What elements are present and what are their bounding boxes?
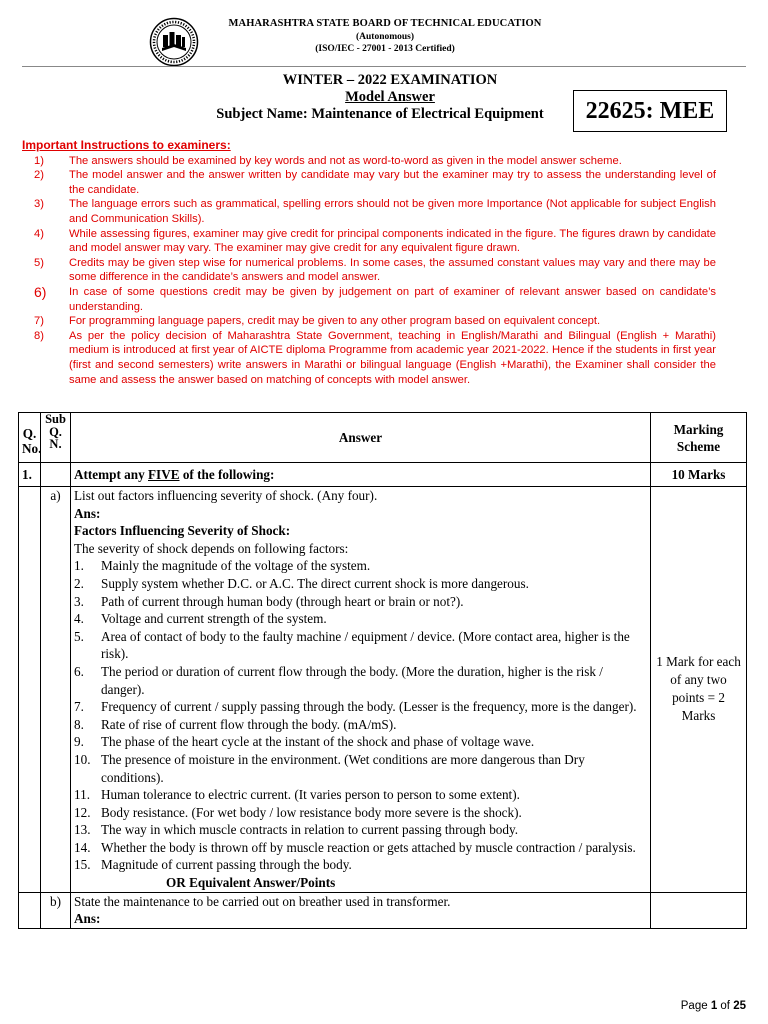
answer-cell xyxy=(71,487,651,893)
instruction-item xyxy=(22,314,716,329)
list-number: 15. xyxy=(74,857,91,873)
list-number: 5. xyxy=(74,628,84,644)
subject-name: Subject Name: Maintenance of Electrical Equipment xyxy=(216,106,544,122)
answer-label: Ans: xyxy=(74,505,101,521)
instruction-number: 5) xyxy=(34,256,44,269)
instruction-item xyxy=(22,197,716,226)
instruction-text: Credits may be given step wise for numerical problems. In some cases, the assumed constant values may vary and there may be some difference in the candidate’s answers and model answer. xyxy=(69,256,716,284)
header-marking-scheme: Marking Scheme xyxy=(651,413,747,463)
instruction-text: As per the policy decision of Maharashtra State Government, teaching in English/Marathi and Bilingual (English + Marathi) medium is introduced at first year of AICTE diploma Programme from academic year 2021-2022. Hence if the students in first year (first and second semesters) write answers in Marathi or bilingual language (English +Marathi), the Examiner shall consider the same and assess the answer based on matching of concepts with model answer. xyxy=(69,329,716,386)
list-number: 6. xyxy=(74,663,84,679)
sub-question-label: a) xyxy=(41,487,71,893)
list-text: Area of contact of body to the faulty machine / equipment / device. (More contact area, higher is the risk). xyxy=(101,628,630,662)
page-total: 25 xyxy=(733,1000,746,1012)
list-text: The phase of the heart cycle at the instant of the shock and phase of voltage wave. xyxy=(101,734,535,750)
instruction-text: The model answer and the answer written by candidate may vary but the examiner may try to assess the understanding level of the candidate. xyxy=(69,169,716,196)
list-item xyxy=(74,663,647,698)
list-text: Magnitude of current passing through the body. xyxy=(101,857,352,873)
question-number: 1. xyxy=(19,463,41,487)
instruction-number: 4) xyxy=(34,227,44,240)
list-item xyxy=(74,575,647,593)
instruction-text: While assessing figures, examiner may give credit for principal components indicated in the figure. The figures drawn by candidate and model answer may vary. The examiner may give credit for any equivalent figure drawn. xyxy=(69,227,716,255)
list-number: 9. xyxy=(74,734,84,750)
page-of: of xyxy=(717,1000,734,1012)
instruction-number: 2) xyxy=(34,169,44,182)
instructions-title: Important Instructions to examiners: xyxy=(22,138,231,152)
list-item xyxy=(74,839,647,857)
marking-scheme-empty xyxy=(651,892,747,928)
list-text: Body resistance. (For wet body / low resistance body more severe is the shock). xyxy=(101,804,522,820)
question-number-empty xyxy=(19,892,41,928)
list-text: Human tolerance to electric current. (It varies person to person to some extent). xyxy=(101,787,520,803)
list-text: Supply system whether D.C. or A.C. The direct current shock is more dangerous. xyxy=(101,575,529,591)
question-marks: 10 Marks xyxy=(651,463,747,487)
list-item xyxy=(74,593,647,611)
instruction-item xyxy=(22,227,716,256)
board-certification: (ISO/IEC - 27001 - 2013 Certified) xyxy=(315,44,455,54)
list-text: Rate of rise of current flow through the body. (mA/mS). xyxy=(101,716,397,732)
sub-question-text: List out factors influencing severity of shock. (Any four). xyxy=(74,488,378,503)
instruction-number: 3) xyxy=(34,198,44,211)
list-number: 1. xyxy=(74,558,84,574)
header-answer: Answer xyxy=(71,413,651,463)
answer-intro: The severity of shock depends on following factors: xyxy=(74,540,349,556)
list-number: 11. xyxy=(74,787,90,803)
header-q-no: Q. No. xyxy=(19,413,41,463)
list-text: Frequency of current / supply passing through the body. (Lesser is the frequency, more is the danger). xyxy=(101,699,637,715)
table-row xyxy=(19,463,747,487)
instruction-item xyxy=(22,329,716,387)
page-number xyxy=(681,1000,746,1012)
list-text: Mainly the magnitude of the voltage of the system. xyxy=(101,558,371,574)
equivalent-answer-note: OR Equivalent Answer/Points xyxy=(166,875,336,891)
list-item xyxy=(74,557,647,575)
board-autonomous: (Autonomous) xyxy=(355,32,415,42)
instruction-number: 6) xyxy=(34,283,47,300)
header-sub-q-no: Sub Q. N. xyxy=(41,413,71,463)
table-row xyxy=(19,487,747,893)
marking-scheme-text: 1 Mark for each of any two points = 2 Marks xyxy=(651,487,747,893)
page-current: 1 xyxy=(710,1000,718,1012)
list-text: Voltage and current strength of the system. xyxy=(101,611,327,627)
table-header-row xyxy=(19,413,747,463)
answer-heading: Factors Influencing Severity of Shock: xyxy=(74,523,291,539)
instruction-text: The answers should be examined by key words and not as word-to-word as given in the model answer scheme. xyxy=(69,154,622,167)
instruction-number: 1) xyxy=(34,154,44,167)
list-item xyxy=(74,628,647,663)
list-item xyxy=(74,821,647,839)
list-text: The period or duration of current flow through the body. (More the duration, higher is the risk / danger). xyxy=(101,663,603,697)
list-text: The presence of moisture in the environment. (Wet conditions are more dangerous than Dry conditions). xyxy=(101,751,585,785)
page-prefix: Page xyxy=(680,1000,711,1012)
list-item xyxy=(74,610,647,628)
list-item xyxy=(74,804,647,822)
instruction-text: In case of some questions credit may be given by judgement on part of examiner of relevant answer based on candidate’s understanding. xyxy=(69,285,716,313)
header-divider xyxy=(22,66,746,67)
factor-list xyxy=(74,557,647,874)
table-row xyxy=(19,892,747,928)
list-number: 8. xyxy=(74,716,84,732)
examiner-instructions xyxy=(22,138,716,387)
instruction-item xyxy=(22,256,716,285)
instruction-item xyxy=(22,285,716,314)
list-number: 14. xyxy=(74,839,91,855)
question-prompt xyxy=(71,463,651,487)
list-item xyxy=(74,751,647,786)
list-item xyxy=(74,716,647,734)
instruction-item xyxy=(22,154,716,169)
sub-question-label: b) xyxy=(41,892,71,928)
board-header xyxy=(0,8,768,64)
instruction-text: The language errors such as grammatical, spelling errors should not be given more Importance (Not applicable for subject English and Communication Skills). xyxy=(69,198,716,225)
list-number: 12. xyxy=(74,804,91,820)
instruction-number: 8) xyxy=(34,329,44,342)
list-number: 7. xyxy=(74,699,84,715)
model-answer-label: Model Answer xyxy=(345,89,435,105)
list-item xyxy=(74,733,647,751)
answer-label: Ans: xyxy=(74,911,101,927)
prompt-emphasis: FIVE xyxy=(148,466,180,482)
msbte-seal-icon xyxy=(149,17,199,67)
question-number-empty xyxy=(19,487,41,893)
list-item xyxy=(74,856,647,874)
list-number: 10. xyxy=(74,751,91,767)
instruction-item xyxy=(22,168,716,197)
sub-question-empty xyxy=(41,463,71,487)
instruction-number: 7) xyxy=(34,315,44,328)
exam-title: WINTER – 2022 EXAMINATION xyxy=(282,72,498,88)
sub-question-text: State the maintenance to be carried out on breather used in transformer. xyxy=(74,893,451,909)
list-number: 4. xyxy=(74,611,84,627)
instruction-text: For programming language papers, credit may be given to any other program based on equivalent concept. xyxy=(69,315,601,328)
list-text: Path of current through human body (through heart or brain or not?). xyxy=(101,593,464,609)
list-number: 3. xyxy=(74,593,84,609)
prompt-suffix: of the following: xyxy=(179,466,275,482)
model-answer-table xyxy=(18,412,747,929)
board-name: MAHARASHTRA STATE BOARD OF TECHNICAL EDUCATION xyxy=(228,18,542,29)
list-item xyxy=(74,698,647,716)
list-number: 2. xyxy=(74,575,84,591)
subject-code-box: 22625: MEE xyxy=(573,90,727,132)
list-text: The way in which muscle contracts in relation to current passing through body. xyxy=(101,822,519,838)
list-text: Whether the body is thrown off by muscle reaction or gets attached by muscle contraction / paralysis. xyxy=(101,839,636,855)
list-item xyxy=(74,786,647,804)
answer-cell xyxy=(71,892,651,928)
prompt-prefix: Attempt any xyxy=(74,466,148,482)
list-number: 13. xyxy=(74,822,91,838)
